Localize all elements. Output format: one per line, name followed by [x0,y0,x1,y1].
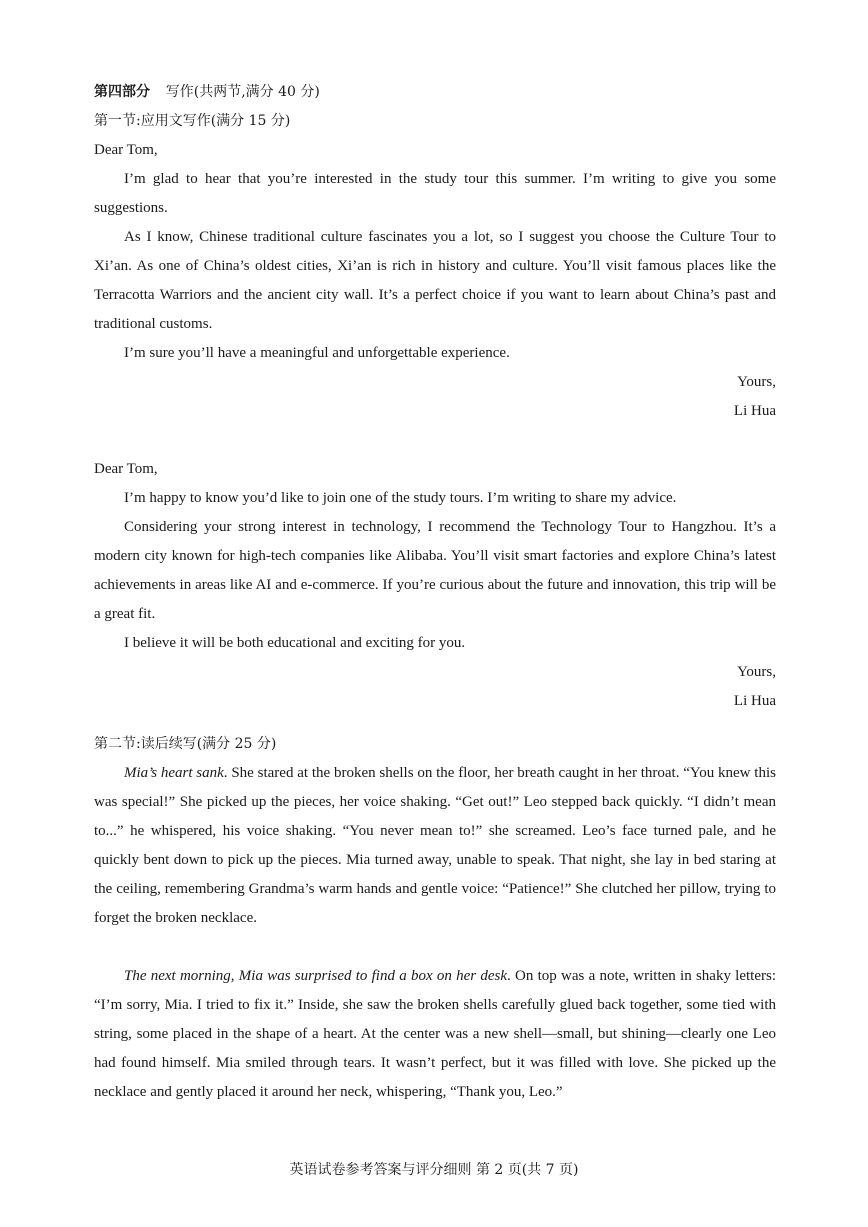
section-separator [94,716,776,730]
letter2-salutation: Dear Tom, [94,461,158,477]
letter1-paragraph-1: I’m glad to hear that you’re interested in the study tour this summer. I’m writing to give you some suggestions. [94,171,776,216]
letter2-paragraph-1: I’m happy to know you’d like to join one of the study tours. I’m writing to share my advice. [124,490,677,506]
letter2-signature: Li Hua [733,693,776,709]
letter1-closing: Yours, [737,374,776,390]
paragraph-2-body: . On top was a note, written in shaky letters: “I’m sorry, Mia. I tried to fix it.” Inside, she saw the broken shells carefully glued back together, some tied with string, some placed in the shape of a heart. At the center was a new shell—small, but shining—clearly one Leo had found himself. Mia smiled through tears. It wasn’t perfect, but it was filled with love. She picked up the necklace and gently placed it around her neck, whispering, “Thank you, Leo.” [94,968,777,1100]
continuation-paragraph-2 [94,962,776,1107]
letter2-paragraph-3: I believe it will be both educational and exciting for you. [124,635,466,651]
part4-title-rest: 写作(共两节,满分 40 分) [165,84,320,100]
part4-heading [94,78,776,107]
letter1-signature: Li Hua [733,403,776,419]
letter1-salutation: Dear Tom, [94,142,158,158]
section1-heading: 第一节:应用文写作(满分 15 分) [94,113,291,129]
letter1-paragraph-3: I’m sure you’ll have a meaningful and unforgettable experience. [124,345,510,361]
paragraph-2-opening: The next morning, Mia was surprised to find a box on her desk [124,968,508,984]
part4-title-bold: 第四部分 [94,84,150,100]
page-footer: 英语试卷参考答案与评分细则 第 2 页(共 7 页) [289,1162,579,1178]
paragraph-1-body: . She stared at the broken shells on the floor, her breath caught in her throat. “You knew this was special!” She picked up the pieces, her voice shaking. “Get out!” Leo stepped back quickly. “I didn’t mean to...” he whispered, his voice shaking. “You never mean to!” she screamed. Leo’s face turned pale, and he quickly bent down to pick up the pieces. Mia turned away, unable to speak. That night, she lay in bed staring at the ceiling, remembering Grandma’s warm hands and gentle voice: “Patience!” She clutched her pillow, trying to forget the broken necklace. [94,765,776,926]
paragraph-1-opening: Mia’s heart sank [124,765,224,781]
continuation-paragraph-1 [94,759,776,933]
paragraph-separator [94,933,776,962]
letter2-paragraph-2: Considering your strong interest in technology, I recommend the Technology Tour to Hangzhou. It’s a modern city known for high-tech companies like Alibaba. You’ll visit smart factories and explore China’s latest achievements in areas like AI and e-commerce. If you’re curious about the future and innovation, this trip will be a great fit. [94,519,776,622]
letter-separator [94,426,776,455]
letter1-paragraph-2: As I know, Chinese traditional culture fascinates you a lot, so I suggest you choose the Culture Tour to Xi’an. As one of China’s oldest cities, Xi’an is rich in history and culture. You’ll visit famous places like the Terracotta Warriors and the ancient city wall. It’s a perfect choice if you want to learn about China’s past and traditional customs. [94,229,776,332]
letter2-closing: Yours, [737,664,776,680]
section2-heading: 第二节:读后续写(满分 25 分) [94,736,277,752]
answer-page [94,78,776,1107]
